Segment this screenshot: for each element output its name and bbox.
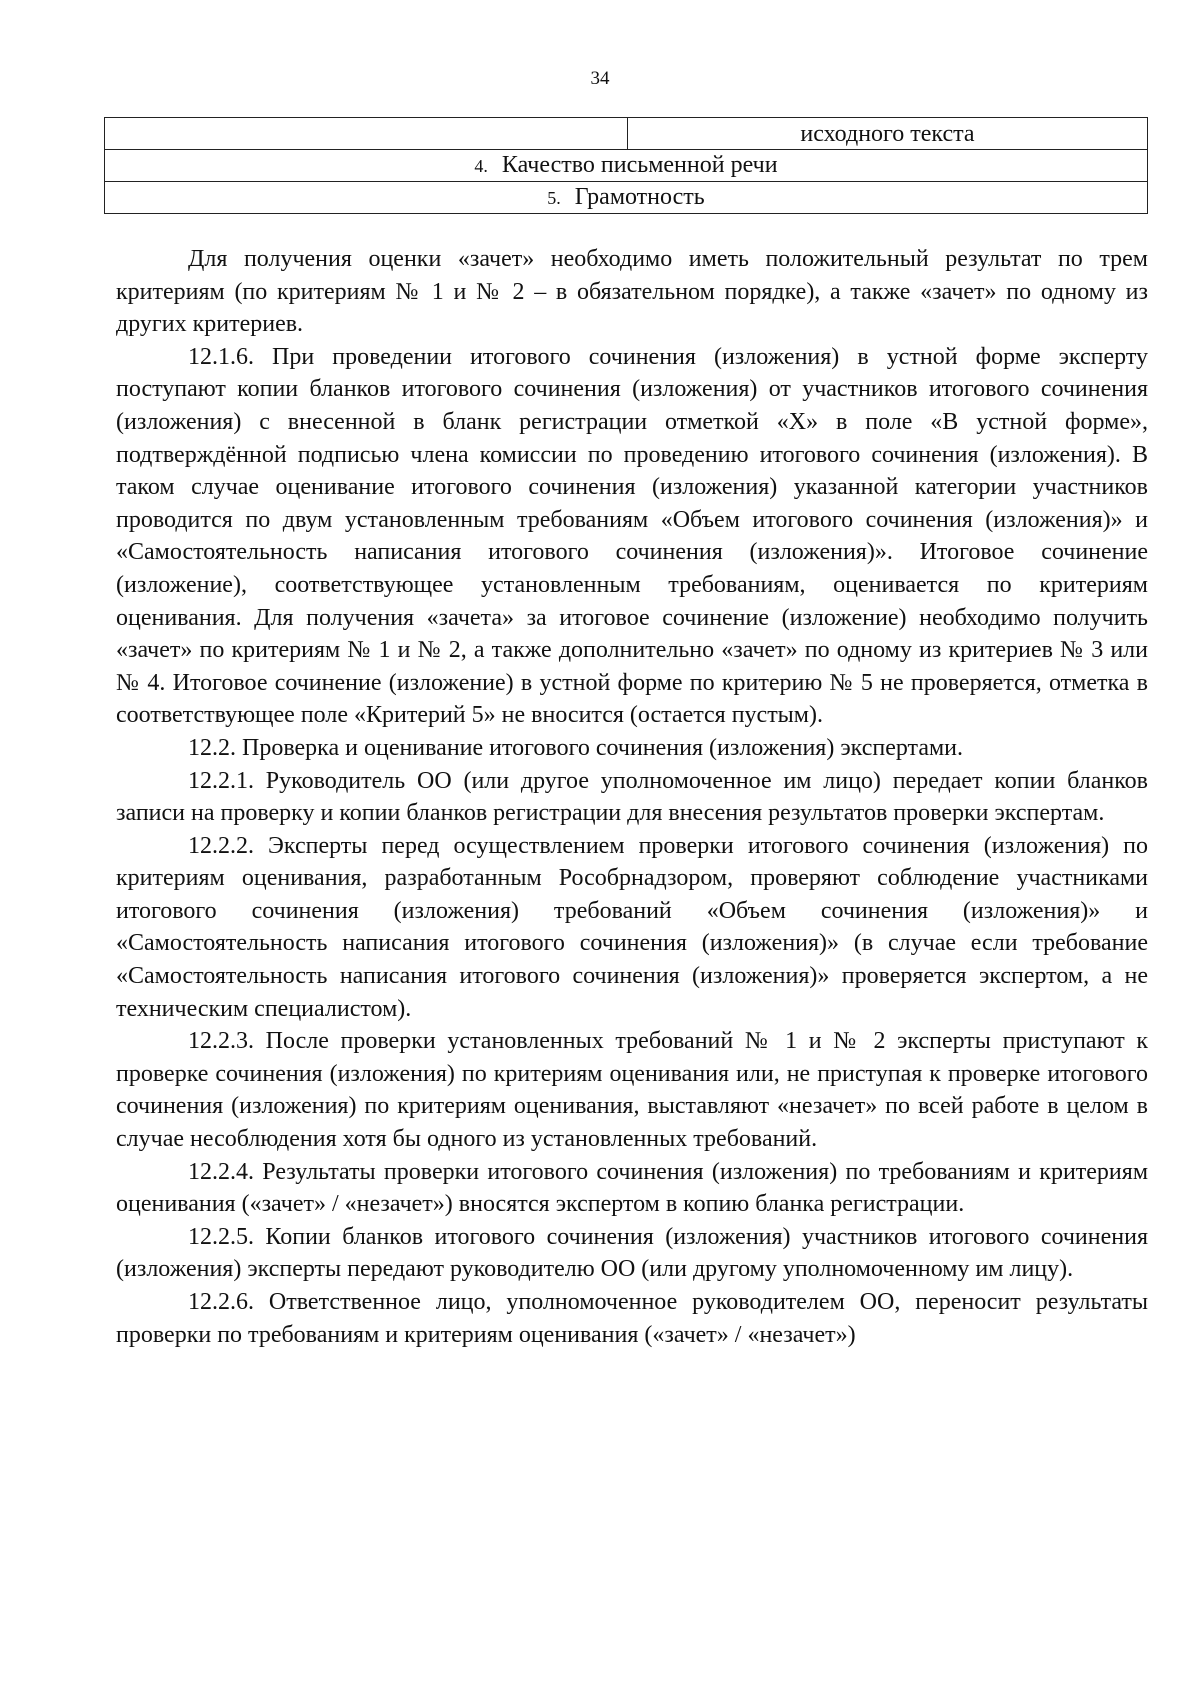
- table-cell-criterion-5: [105, 182, 1148, 214]
- table-cell-empty: [105, 118, 628, 150]
- paragraph: 12.2.4. Результаты проверки итогового сочинения (изложения) по требованиям и критериям оценивания («зачет» / «незачет») вносятся экспертом в копию бланка регистрации.: [116, 1158, 1148, 1218]
- paragraph: Для получения оценки «зачет» необходимо иметь положительный результат по трем критериям (по критериям № 1 и № 2 – в обязательном порядке), а также «зачет» по одному из других критериев.: [116, 246, 1148, 338]
- criterion-number: 4.: [474, 156, 488, 176]
- criteria-table: [104, 117, 1148, 214]
- paragraph: 12.2.3. После проверки установленных требований № 1 и № 2 эксперты приступают к проверке сочинения (изложения) по критериям оценивания или, не приступая к проверке итогового сочинения (изложения) по критериям оценивания, выставляют «незачет» по всей работе в целом в случае несоблюдения хотя бы одного из установленных требований.: [116, 1028, 1148, 1153]
- paragraph: 12.2.1. Руководитель ОО (или другое уполномоченное им лицо) передает копии бланков записи на проверку и копии бланков регистрации для внесения результатов проверки экспертам.: [116, 767, 1148, 827]
- paragraph: 12.2.2. Эксперты перед осуществлением проверки итогового сочинения (изложения) по критериям оценивания, разработанным Рособрнадзором, проверяют соблюдение участниками итогового сочинения (изложения) требований «Объем сочинения (изложения)» и «Самостоятельность написания итогового сочинения (изложения)» (в случае если требование «Самостоятельность написания итогового сочинения (изложения)» проверяется экспертом, а не техническим специалистом).: [116, 832, 1148, 1022]
- table-cell-criterion-4: [105, 150, 1148, 182]
- criterion-label: Качество письменной речи: [501, 152, 778, 178]
- table-row: [105, 150, 1148, 182]
- paragraph: 12.2.6. Ответственное лицо, уполномоченное руководителем ОО, переносит результаты проверки по требованиям и критериям оценивания («зачет» / «незачет»): [116, 1289, 1148, 1348]
- document-body: [116, 243, 1148, 1351]
- paragraph: 12.1.6. При проведении итогового сочинения (изложения) в устной форме эксперту поступают копии бланков итогового сочинения (изложения) от участников итогового сочинения (изложения) с внесенной в бланк регистрации отметкой «Х» в поле «В устной форме», подтверждённой подписью члена комиссии по проведению итогового сочинения (изложения). В таком случае оценивание итогового сочинения (изложения) указанной категории участников проводится по двум установленным требованиям «Объем итогового сочинения (изложения)» и «Самостоятельность написания итогового сочинения (изложения)». Итоговое сочинение (изложение), соответствующее установленным требованиям, оценивается по критериям оценивания. Для получения «зачета» за итоговое сочинение (изложение) необходимо получить «зачет» по критериям № 1 и № 2, а также дополнительно «зачет» по одному из критериев № 3 или № 4. Итоговое сочинение (изложение) в устной форме по критерию № 5 не проверяется, отметка в соответствующее поле «Критерий 5» не вносится (остается пустым).: [116, 343, 1148, 729]
- criterion-number: 5.: [547, 188, 561, 208]
- page-number: 34: [590, 68, 610, 89]
- table-row: [105, 182, 1148, 214]
- paragraph: 12.2.5. Копии бланков итогового сочинения (изложения) участников итогового сочинения (изложения) эксперты передают руководителю ОО (или другому уполномоченному им лицу).: [116, 1223, 1148, 1283]
- paragraph: 12.2. Проверка и оценивание итогового сочинения (изложения) экспертами.: [188, 734, 963, 761]
- table-row: [105, 118, 1148, 150]
- table-cell-source-text: исходного текста: [628, 118, 1148, 150]
- criterion-label: Грамотность: [574, 184, 705, 210]
